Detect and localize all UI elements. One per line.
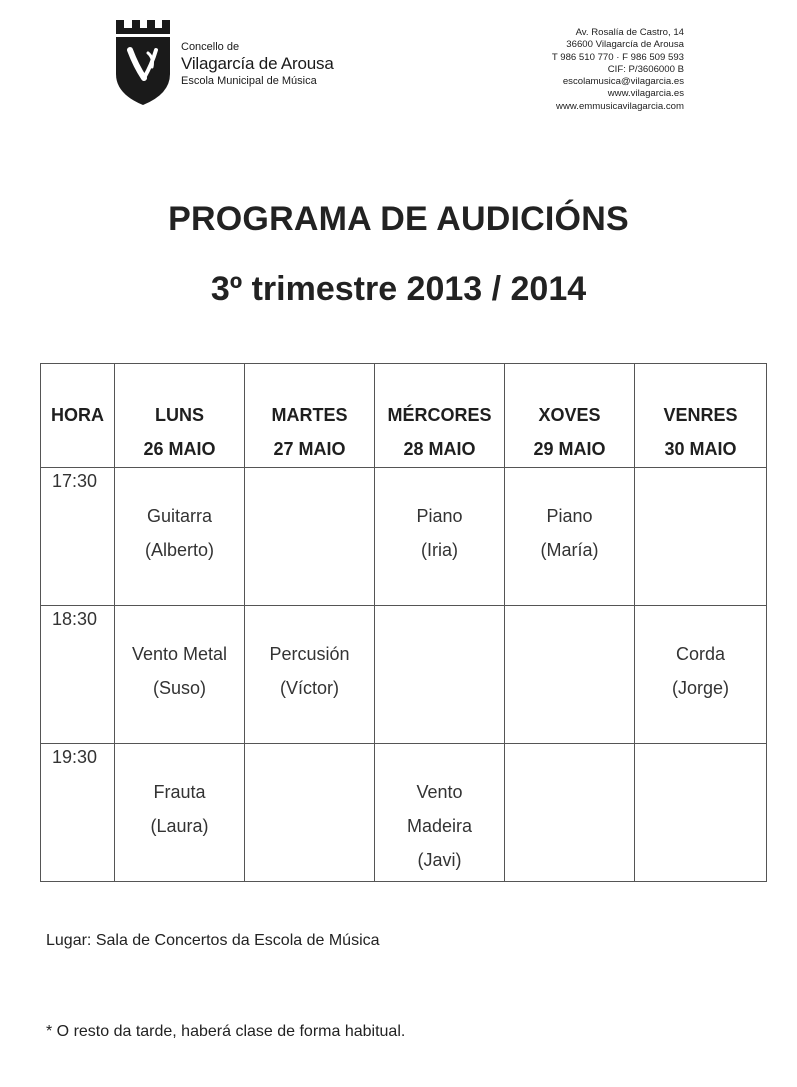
hour-cell bbox=[41, 744, 115, 882]
day-name: XOVES bbox=[538, 405, 601, 425]
contact-email: escolamusica@vilagarcia.es bbox=[562, 76, 684, 88]
header-day bbox=[115, 364, 245, 468]
instrument-label: Vento Metal bbox=[131, 644, 228, 664]
teacher-label: (Jorge) bbox=[671, 678, 729, 698]
schedule-cell bbox=[635, 468, 767, 606]
table-row bbox=[41, 468, 767, 606]
instrument-label: Frauta bbox=[153, 782, 206, 802]
contact-address: Av. Rosalía de Castro, 14 bbox=[575, 27, 684, 38]
org-line-1: Concello de bbox=[181, 41, 240, 53]
instrument-label: Piano bbox=[416, 506, 463, 526]
contact-cif: CIF: P/3606000 B bbox=[607, 63, 684, 75]
teacher-label: (Suso) bbox=[152, 678, 206, 698]
teacher-label: (Laura) bbox=[150, 816, 209, 836]
day-name: LUNS bbox=[155, 405, 204, 425]
table-row bbox=[41, 606, 767, 744]
schedule-cell bbox=[375, 744, 505, 882]
schedule-cell bbox=[505, 744, 635, 882]
audition-schedule-table bbox=[40, 363, 767, 882]
teacher-label: (Javi) bbox=[417, 850, 462, 870]
hour-label: 17:30 bbox=[52, 471, 98, 491]
schedule-cell bbox=[115, 744, 245, 882]
header-day bbox=[375, 364, 505, 468]
schedule-cell bbox=[635, 744, 767, 882]
schedule-cell bbox=[505, 468, 635, 606]
day-name: VENRES bbox=[663, 405, 738, 425]
schedule-cell bbox=[375, 606, 505, 744]
teacher-label: (Alberto) bbox=[144, 540, 215, 560]
schedule-cell bbox=[375, 468, 505, 606]
schedule-cell bbox=[245, 744, 375, 882]
hour-label: 19:30 bbox=[52, 747, 98, 767]
venue-note: Lugar: Sala de Concertos da Escola de Música bbox=[46, 932, 380, 949]
hour-label: 18:30 bbox=[52, 609, 98, 629]
instrument-label-continued: Madeira bbox=[406, 816, 473, 836]
document-subtitle: 3º trimestre 2013 / 2014 bbox=[210, 270, 587, 308]
contact-block bbox=[552, 27, 684, 113]
day-date: 26 MAIO bbox=[143, 439, 216, 459]
hour-cell bbox=[41, 468, 115, 606]
schedule-cell bbox=[245, 468, 375, 606]
instrument-label: Piano bbox=[546, 506, 593, 526]
hour-cell bbox=[41, 606, 115, 744]
instrument-label: Corda bbox=[675, 644, 726, 664]
header-hour bbox=[41, 364, 115, 468]
day-name: MARTES bbox=[271, 405, 348, 425]
footnote: * O resto da tarde, haberá clase de forma habitual. bbox=[46, 1023, 406, 1040]
table-header-row bbox=[41, 364, 767, 468]
teacher-label: (Víctor) bbox=[279, 678, 339, 698]
org-line-2: Vilagarcía de Arousa bbox=[181, 54, 334, 73]
teacher-label: (María) bbox=[540, 540, 599, 560]
day-date: 29 MAIO bbox=[533, 439, 606, 459]
instrument-label: Vento bbox=[416, 782, 463, 802]
contact-phone-fax: T 986 510 770 · F 986 509 593 bbox=[551, 51, 684, 63]
schedule-cell bbox=[245, 606, 375, 744]
header-hour-label: HORA bbox=[51, 405, 104, 425]
instrument-label: Percusión bbox=[269, 644, 350, 664]
schedule-cell bbox=[635, 606, 767, 744]
day-date: 27 MAIO bbox=[273, 439, 346, 459]
teacher-label: (Iria) bbox=[421, 540, 458, 560]
day-date: 30 MAIO bbox=[664, 439, 737, 459]
municipal-shield-logo bbox=[114, 20, 172, 106]
header-day bbox=[635, 364, 767, 468]
header-day bbox=[245, 364, 375, 468]
org-name-block bbox=[181, 42, 334, 87]
org-line-3: Escola Municipal de Música bbox=[181, 75, 317, 87]
schedule-cell bbox=[115, 468, 245, 606]
day-date: 28 MAIO bbox=[403, 439, 476, 459]
schedule-cell bbox=[505, 606, 635, 744]
day-name: MÉRCORES bbox=[387, 405, 492, 425]
table-row bbox=[41, 744, 767, 882]
contact-website-1: www.vilagarcia.es bbox=[607, 88, 684, 100]
header-day bbox=[505, 364, 635, 468]
document-title: PROGRAMA DE AUDICIÓNS bbox=[168, 200, 629, 238]
schedule-cell bbox=[115, 606, 245, 744]
instrument-label: Guitarra bbox=[146, 506, 213, 526]
contact-website-2: www.emmusicavilagarcia.com bbox=[556, 100, 684, 112]
contact-postal: 36600 Vilagarcía de Arousa bbox=[566, 39, 684, 51]
